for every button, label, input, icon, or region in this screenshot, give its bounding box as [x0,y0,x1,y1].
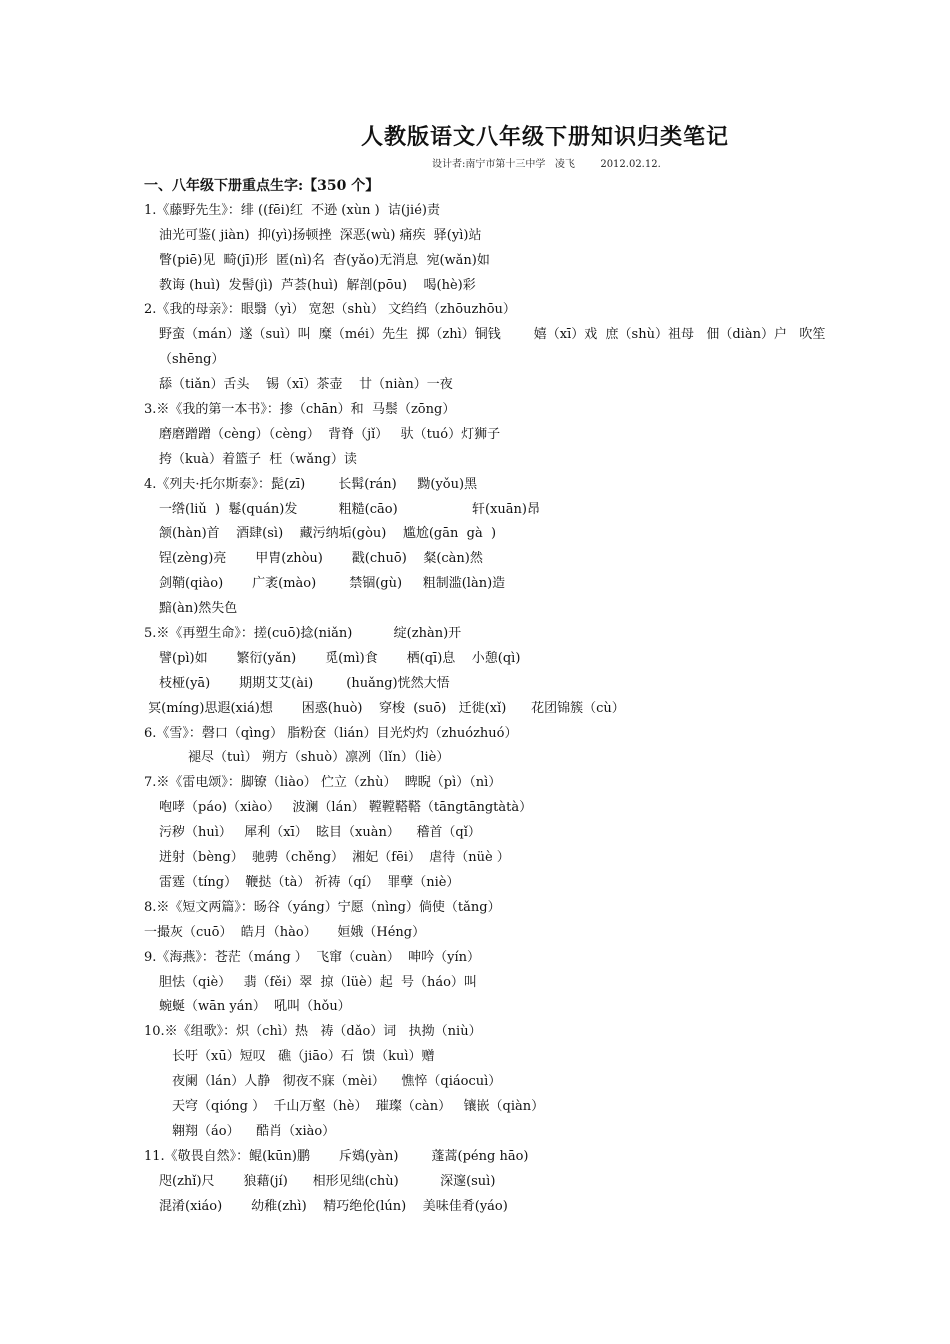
vocabulary-line: 咫(zhǐ)尺 狼藉(jí) 相形见绌(chù) 深邃(suì) [159,1173,496,1189]
vocabulary-line: 11.《敬畏自然》：鲲(kūn)鹏 斥鴳(yàn) 蓬蒿(péng hāo) [144,1148,529,1164]
vocabulary-line: 枝桠(yā) 期期艾艾(ài) (huǎng)恍然大悟 [159,675,450,691]
vocabulary-line: 冥(míng)思遐(xiá)想 困惑(huò) 穿梭 (suō) 迁徙(xǐ) 花团锦簇（cù） [144,700,625,716]
vocabulary-line: 8.※《短文两篇》：旸谷（yáng）宁愿（nìng）倘使（tǎng） [144,899,501,915]
vocabulary-line: 5.※《再塑生命》：搓(cuō)捻(niǎn) 绽(zhàn)开 [144,626,462,642]
vocabulary-line: 剑鞘(qiào) 广袤(mào) 禁锢(gù) 粗制滥(làn)造 [159,576,506,592]
vocabulary-line: 教诲 (huì) 发髻(jì) 芦荟(huì) 解剖(pōu) 喝(hè)彩 [159,277,476,293]
vocabulary-line: 舔（tiǎn）舌头 锡（xī）茶壶 廿（niàn）一夜 [159,377,453,393]
vocabulary-line: 夜阑（lán）人静 彻夜不寐（mèi） 憔悴（qiáocuì） [172,1074,502,1090]
vocabulary-line: 1.《藤野先生》：绯 ((fēi)红 不逊 (xùn ) 诘(jié)责 [144,202,440,218]
vocabulary-line: 油光可鉴( jiàn) 抑(yì)扬顿挫 深恶(wù) 痛疾 驿(yì)站 [159,227,482,243]
document-body [144,174,844,1219]
vocabulary-line: 颔(hàn)首 酒肆(sì) 藏污纳垢(gòu) 尴尬(gān gà ) [159,526,497,542]
vocabulary-line: 褪尽（tuì） 朔方（shuò）凛冽（lǐn）（liè） [188,750,450,766]
vocabulary-line: 挎（kuà）着篮子 枉（wǎng）读 [159,451,357,467]
vocabulary-line: 9.《海燕》：苍茫（máng ） 飞窜（cuàn） 呻吟（yín） [144,949,480,965]
vocabulary-line: 野蛮（mán）遂（suì）叫 糜（méi）先生 掷（zhì）铜钱 嬉（xī）戏 庶（shù）祖母 佃（diàn）户 吹笙 [159,327,826,343]
vocabulary-line: 譬(pì)如 繁衍(yǎn) 觅(mì)食 栖(qī)息 小憩(qì) [159,650,521,666]
vocabulary-line: 一绺(liǔ ) 鬈(quán)发 粗糙(cāo) 轩(xuān)昂 [159,501,540,517]
vocabulary-line: 一撮灰（cuō） 皓月（hào） 姮娥（Héng） [144,924,426,940]
vocabulary-line: 黯(àn)然失色 [159,601,238,617]
author-byline: 设计者:南宁市第十三中学 凌飞 2012.02.12. [432,159,661,170]
vocabulary-line: （shēng） [159,352,225,368]
vocabulary-line: 雷霆（tíng） 鞭挞（tà） 祈祷（qí） 罪孽（niè） [159,874,460,890]
page-title: 人教版语文八年级下册知识归类笔记 [360,125,729,150]
vocabulary-line: 迸射（bèng） 驰骋（chěng） 湘妃（fēi） 虐待（nüè ） [159,850,510,866]
vocabulary-line: 10.※《组歌》：炽（chì）热 祷（dǎo）词 执拗（niù） [144,1024,482,1040]
vocabulary-line: 混淆(xiáo) 幼稚(zhì) 精巧绝伦(lún) 美味佳肴(yáo) [159,1198,508,1214]
vocabulary-line: 3.※《我的第一本书》：掺（chān）和 马鬃（zōng） [144,402,456,418]
vocabulary-line: 瞥(piē)见 畸(jī)形 匿(nì)名 杳(yǎo)无消息 宛(wǎn)如 [159,252,490,268]
vocabulary-line: 翱翔（áo） 酷肖（xiào） [172,1123,336,1139]
vocabulary-line: 锃(zèng)亮 甲胄(zhòu) 戳(chuō) 粲(càn)然 [159,551,483,567]
vocabulary-line: 胆怯（qiè） 翡（fěi）翠 掠（lüè）起 号（háo）叫 [159,974,477,990]
vocabulary-line: 2.《我的母亲》：眼翳（yì） 宽恕（shù） 文绉绉（zhōuzhōu） [144,302,516,318]
vocabulary-line: 6.《雪》：磬口（qìng） 脂粉奁（lián）目光灼灼（zhuózhuó） [144,725,518,741]
vocabulary-line: 4.《列夫·托尔斯泰》：髭(zī) 长髯(rán) 黝(yǒu)黑 [144,476,478,492]
vocabulary-line: 7.※《雷电颂》：脚镣（liào） 伫立（zhù） 睥睨（pì）（nì） [144,775,502,791]
vocabulary-line: 蜿蜒（wān yán） 吼叫（hǒu） [159,999,351,1015]
vocabulary-line: 污秽（huì） 犀利（xī） 眩目（xuàn） 稽首（qǐ） [159,825,481,841]
vocabulary-list [144,199,844,1220]
vocabulary-line: 长吁（xū）短叹 礁（jiāo）石 馈（kuì）赠 [172,1049,435,1065]
section-heading: 一、八年级下册重点生字:【350 个】 [144,178,380,194]
vocabulary-line: 磨磨蹭蹭（cèng）（cèng） 背脊（jǐ） 驮（tuó）灯狮子 [159,426,501,442]
vocabulary-line: 天穹（qióng ） 千山万壑（hè） 璀璨（càn） 镶嵌（qiàn） [172,1098,545,1114]
vocabulary-line: 咆哮（páo)（xiào） 波澜（lán） 鞺鞺鞳鞳（tāngtāngtàtà） [159,800,533,816]
